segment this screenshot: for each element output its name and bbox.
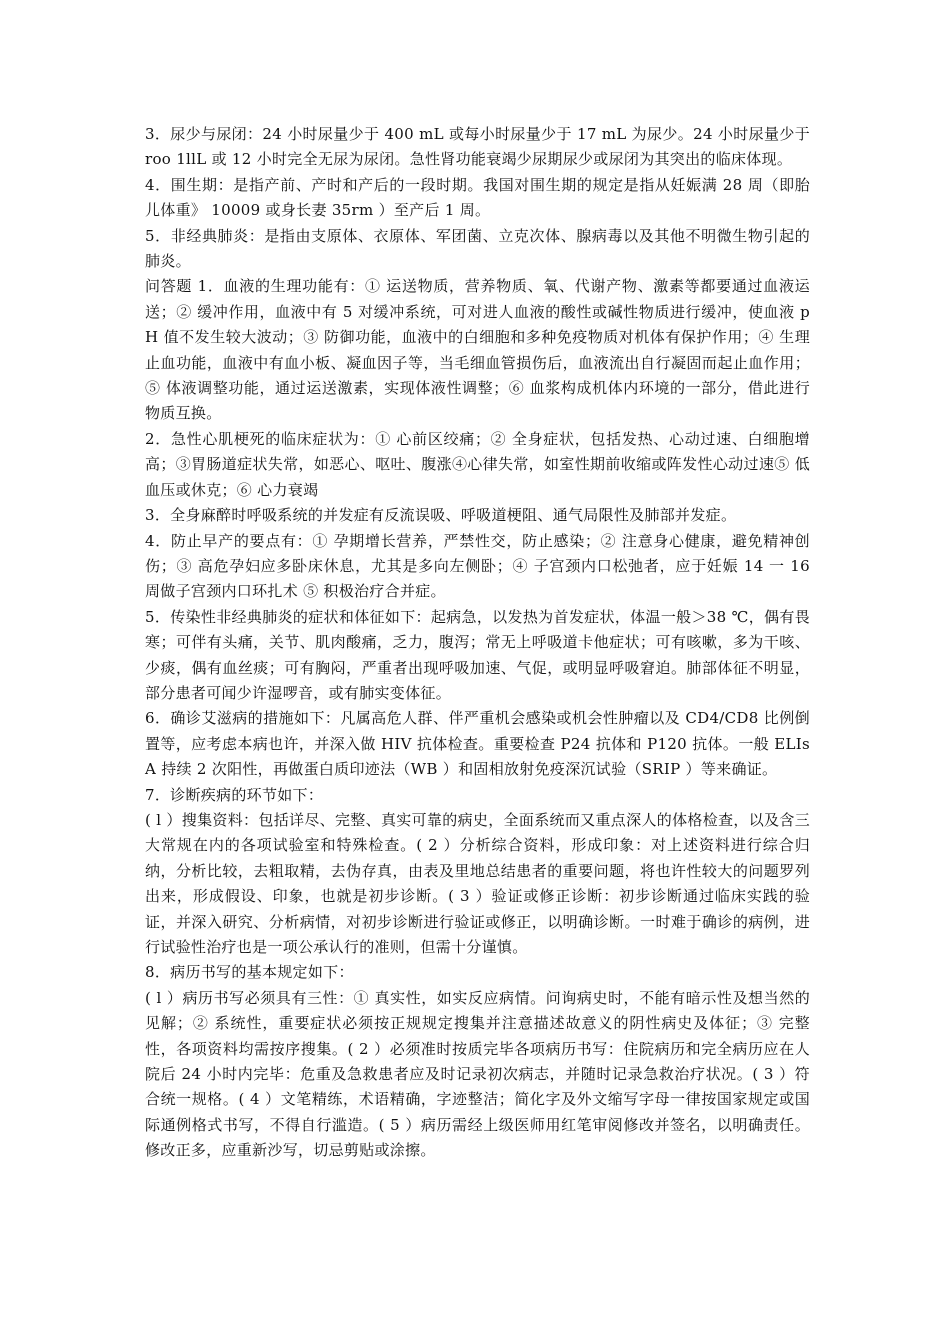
paragraph-atypical-pneumonia: 5．非经典肺炎：是指由支原体、衣原体、军团菌、立克次体、腺病毒以及其他不明微生物引起的肺炎。: [145, 226, 810, 271]
paragraph-perinatal-period: 4．围生期：是指产前、产时和产后的一段时期。我国对围生期的规定是指从妊娠满 28 周（即胎儿体重》 10009 或身长妻 35rm ）至产后 1 周。: [145, 175, 810, 220]
paragraph-oliguria-anuria: 3．尿少与尿闭：24 小时尿量少于 400 mL 或每小时尿量少于 17 mL 为尿少。24 小时尿量少于 roo 1llL 或 12 小时完全无尿为尿闭。急性肾功能衰竭少尿期尿少或尿闭为其突出的临床体现。: [145, 125, 810, 169]
paragraph-myocardial-infarction: 2．急性心肌梗死的临床症状为：① 心前区绞痛；② 全身症状，包括发热、心动过速、白细胞增高；③胃肠道症状失常，如恶心、呕吐、腹涨④心律失常，如室性期前收缩或阵发性心动过速⑤ 低血压或休克；⑥ 心力衰竭: [145, 429, 810, 499]
paragraph-anesthesia-complications: 3．全身麻醉时呼吸系统的并发症有反流误吸、呼吸道梗阻、通气局限性及肺部并发症。: [145, 506, 737, 525]
paragraph-blood-functions: 问答题 1．血液的生理功能有：① 运送物质，营养物质、氧、代谢产物、激素等都要通过血液运送；② 缓冲作用，血液中有 5 对缓冲系统，可对进人血液的酸性或碱性物质进行缓冲，使血液 pH 值不发生较大波动；③ 防御功能，血液中的白细胞和多种免疫物质对机体有保护作用；④ 生理止血功能，血液中有血小板、凝血因子等，当毛细血管损伤后，血液流出自行凝固而起止血作用；⑤ 体液调整功能，通过运送激素，实现体液性调整；⑥ 血浆构成机体内环境的一部分，借此进行物质互换。: [145, 277, 810, 423]
paragraph-medical-record-heading: 8．病历书写的基本规定如下：: [145, 963, 354, 982]
paragraph-preterm-prevention: 4．防止早产的要点有：① 孕期增长营养，严禁性交，防止感染；② 注意身心健康，避免精神创伤；③ 高危孕妇应多卧床休息，尤其是多向左侧卧；④ 子宫颈内口松弛者，应于妊娠 14 一 16 周做子宫颈内口环扎术 ⑤ 积极治疗合并症。: [145, 531, 810, 601]
paragraph-diagnosis-steps: ( l ）搜集资料：包括详尽、完整、真实可靠的病史，全面系统而又重点深人的体格检查，以及含三大常规在内的各项试验室和特殊检查。( 2 ）分析综合资料，形成印象：对上述资料进行综合归纳，分析比较，去粗取精，去伪存真，由表及里地总结患者的重要问题，将也许性较大的问题罗列出来，形成假设、印象，也就是初步诊断。( 3 ）验证或修正诊断：初步诊断通过临床实践的验证，并深入研究、分析病情，对初步诊断进行验证或修正，以明确诊断。一时难于确诊的病例，进行试验性治疗也是一项公承认行的准则，但需十分谨慎。: [145, 810, 810, 956]
paragraph-sars-symptoms: 5．传染性非经典肺炎的症状和体征如下：起病急，以发热为首发症状，体温一般＞38 ℃，偶有畏寒；可伴有头痛，关节、肌肉酸痛，乏力，腹泻；常无上呼吸道卡他症状；可有咳嗽，多为干咳、少痰，偶有血丝痰；可有胸闷，严重者出现呼吸加速、气促，或明显呼吸窘迫。肺部体征不明显，部分患者可闻少许湿啰音，或有肺实变体征。: [145, 607, 810, 702]
paragraph-aids-diagnosis: 6．确诊艾滋病的措施如下：凡属高危人群、伴严重机会感染或机会性肿瘤以及 CD4/CD8 比例倒置等，应考虑本病也许，并深入做 HIV 抗体检查。重要检查 P24 抗体和 P120 抗体。一般 ELIsA 持续 2 次阳性，再做蛋白质印迹法（WB ）和固相放射免疫深沉试验（SRIP ）等来确证。: [145, 709, 810, 779]
document-body: [145, 122, 810, 1164]
paragraph-diagnosis-steps-heading: 7．诊断疾病的环节如下：: [145, 785, 324, 804]
paragraph-medical-record-rules: ( l ）病历书写必须具有三性：① 真实性，如实反应病情。问询病史时，不能有暗示性及想当然的见解；② 系统性，重要症状必须按正规规定搜集并注意描述故意义的阴性病史及体征；③ 完整性，各项资料均需按序搜集。( 2 ）必须准时按质完毕各项病历书写：住院病历和完全病历应在人院后 24 小时内完毕：危重及急救患者应及时记录初次病志，并随时记录急救治疗状况。( 3 ）符合统一规格。( 4 ）文笔精练，术语精确，字迹整洁；简化字及外文缩写字母一律按国家规定或国际通例格式书写，不得自行滥造。( 5 ）病历需经上级医师用红笔审阅修改并签名，以明确责任。修改正多，应重新沙写，切忌剪贴或涂擦。: [145, 988, 810, 1160]
